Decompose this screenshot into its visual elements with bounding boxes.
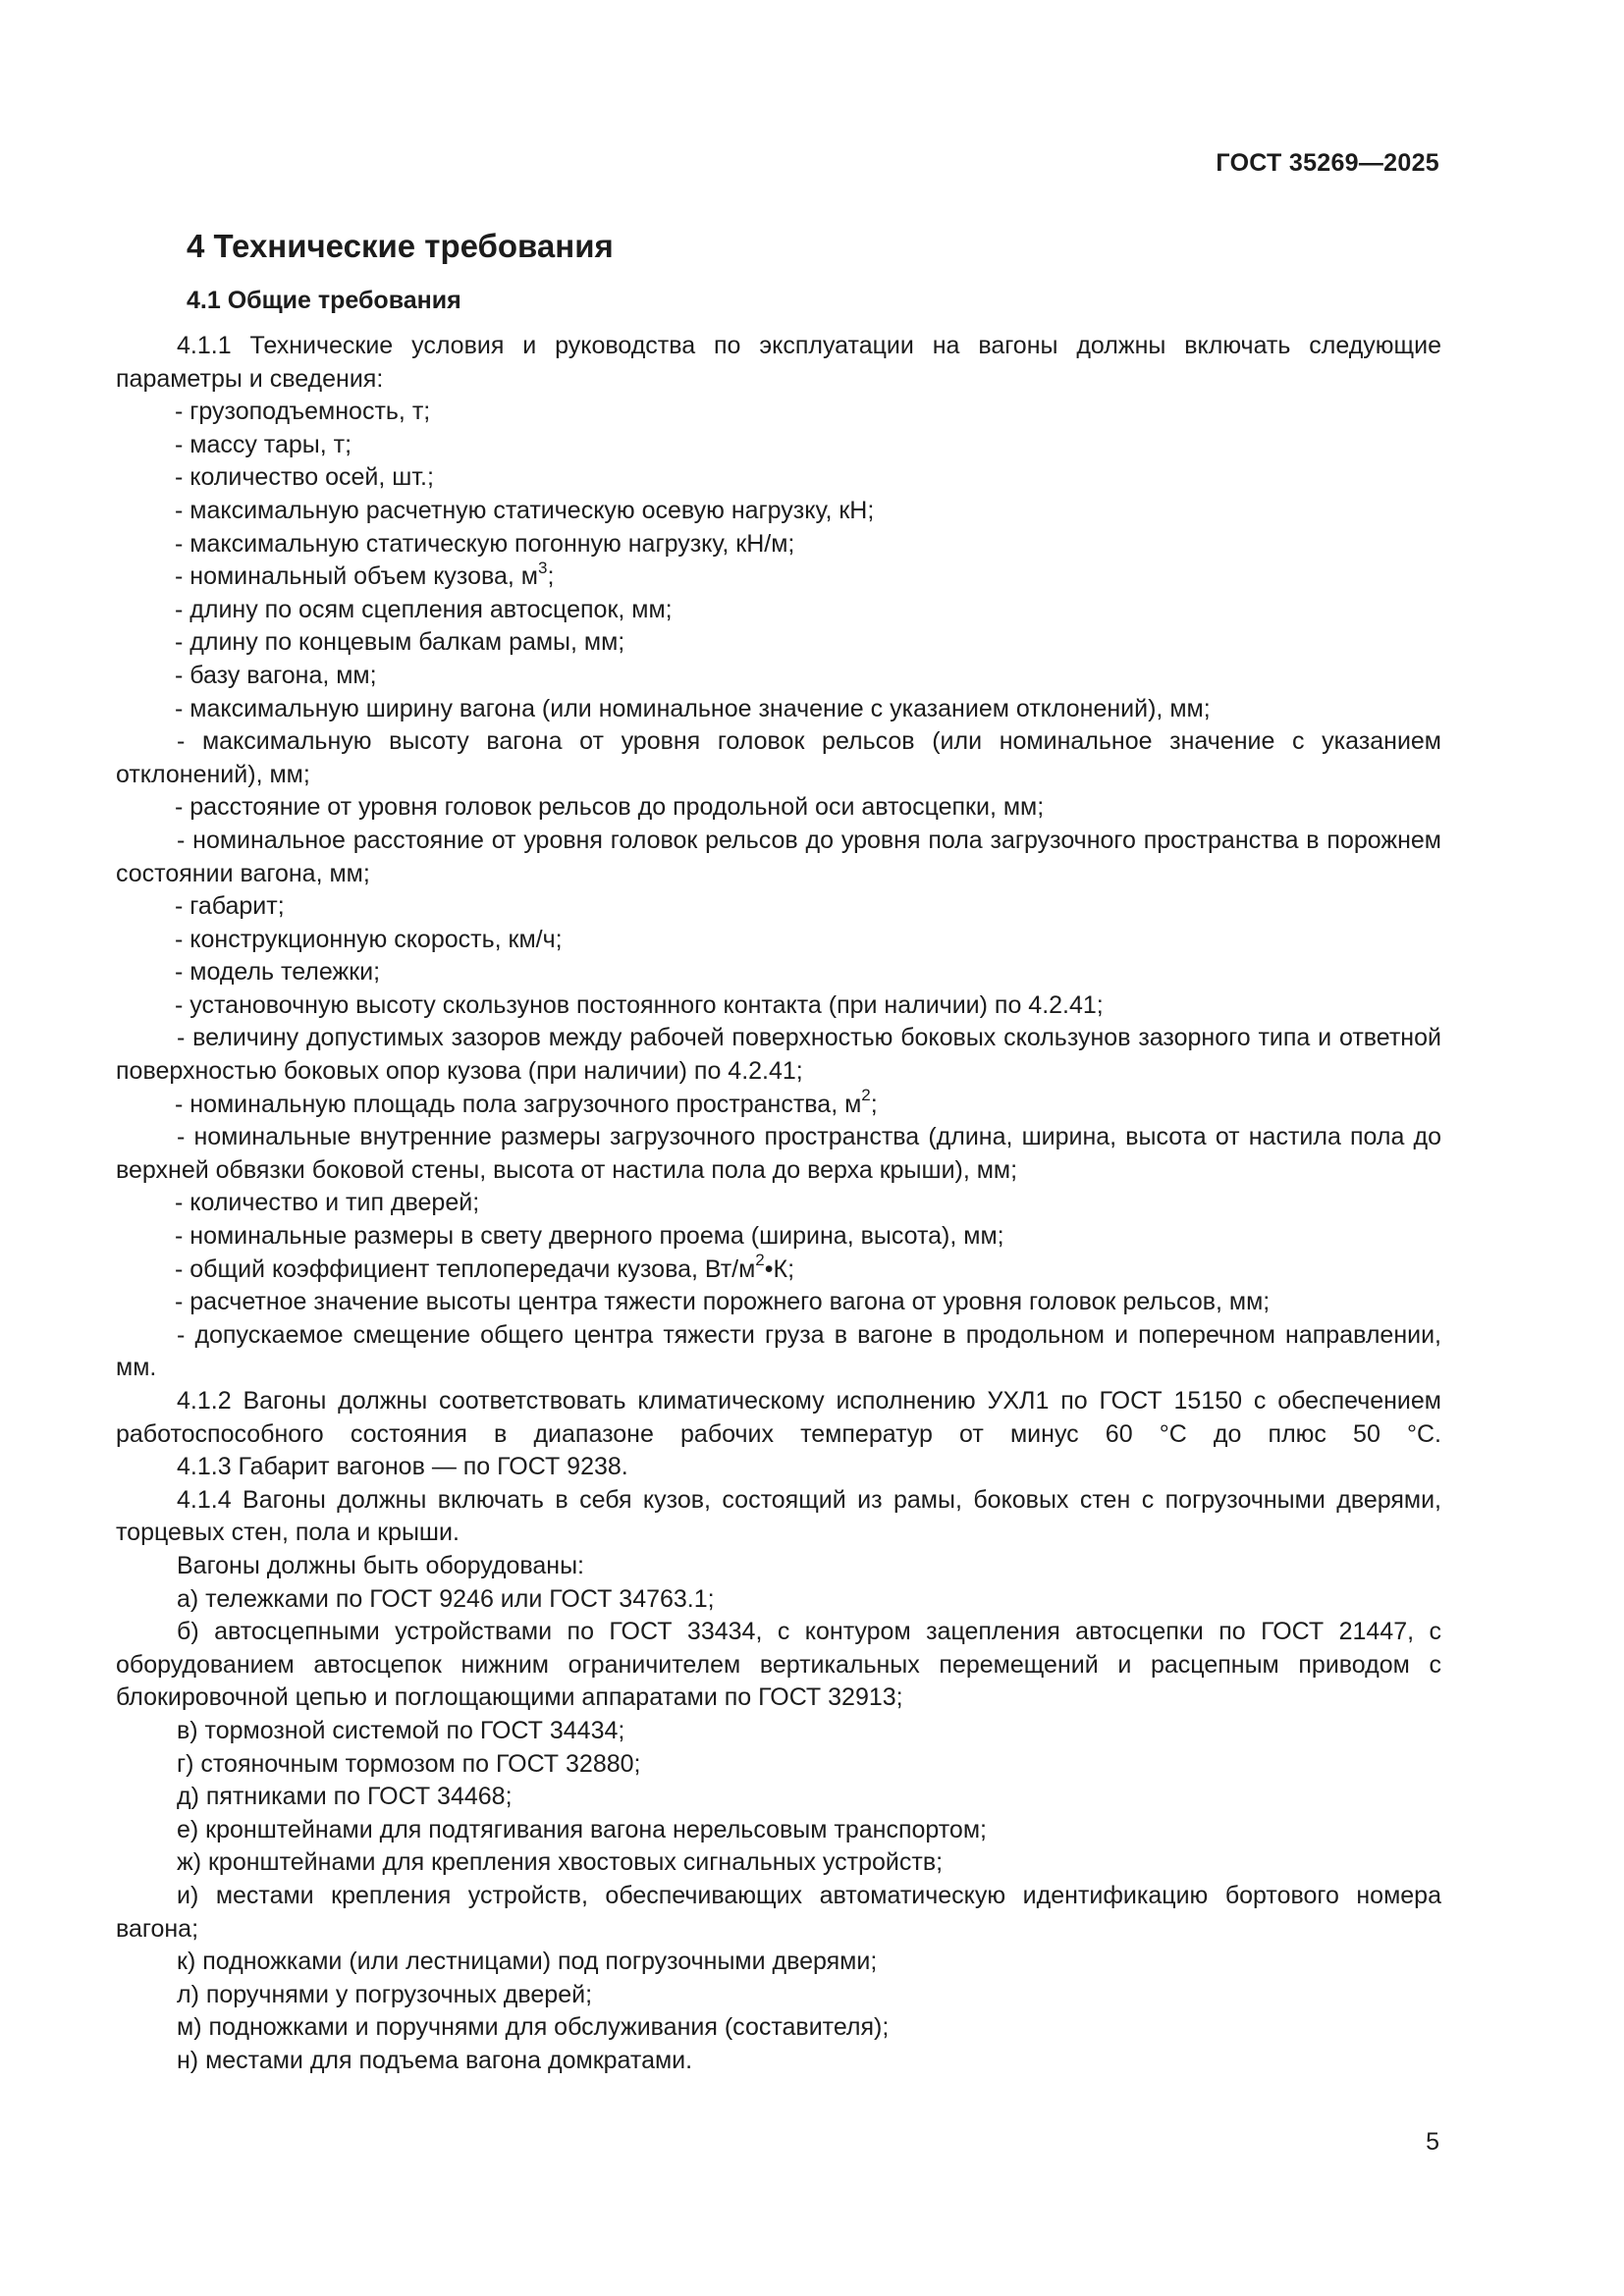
document-header-id: ГОСТ 35269—2025 [1216,149,1439,177]
page-number: 5 [1426,2128,1439,2156]
paragraph [116,725,1441,791]
paragraph [116,825,1441,890]
paragraph-text: г) стояночным тормозом по ГОСТ 32880; [177,1749,641,1778]
paragraph-text: - расстояние от уровня головок рельсов до продольной оси автосцепки, мм; [175,793,1045,822]
paragraph-text: - номинальную площадь пола загрузочного пространства, м [175,1090,862,1118]
paragraph-text: - длину по осям сцепления автосцепок, мм; [175,595,673,623]
paragraph [116,1781,1441,1814]
paragraph-text: - максимальную статическую погонную нагрузку, кН/м; [175,529,795,558]
list-item [116,1286,1441,1319]
paragraph [116,1814,1441,1847]
paragraph-text: Вагоны должны быть оборудованы: [177,1551,584,1579]
superscript: 2 [755,1251,765,1270]
paragraph-text: м) подножками и поручнями для обслуживания (составителя); [177,2013,890,2042]
list-item [116,429,1441,462]
paragraph [116,1616,1441,1715]
list-item [116,626,1441,660]
paragraph-text: - максимальную расчетную статическую осевую нагрузку, кН; [175,496,875,524]
paragraph-text: а) тележками по ГОСТ 9246 или ГОСТ 34763.1; [177,1584,715,1613]
paragraph [116,1880,1441,1946]
paragraph [116,1121,1441,1187]
paragraph-text: в) тормозной системой по ГОСТ 34434; [177,1716,625,1744]
list-item [116,791,1441,825]
list-item [116,461,1441,495]
paragraph-text: - максимальную ширину вагона (или номинальное значение с указанием отклонений), мм; [175,694,1211,722]
list-item [116,660,1441,693]
paragraph-text: - грузоподъемность, т; [175,398,431,426]
superscript: 3 [537,558,548,577]
superscript: 2 [861,1086,871,1105]
paragraph-text: - номинальные внутренние размеры загрузочного пространства (длина, ширина, высота от настила пола до верхней обвязки боковой стены, высота от настила пола до верха крыши), мм; [116,1123,1441,1184]
paragraph-text: - массу тары, т; [175,430,352,458]
paragraph-text: - модель тележки; [175,958,381,987]
paragraph [116,1979,1441,2012]
list-item [116,1220,1441,1254]
paragraph-text: - допускаемое смещение общего центра тяжести груза в вагоне в продольном и поперечном направлении, мм. [116,1320,1441,1382]
paragraph-text: - базу вагона, мм; [175,661,377,689]
list-item [116,495,1441,528]
body-text [116,330,1441,2077]
list-item [116,528,1441,561]
paragraph-text: л) поручнями у погрузочных дверей; [177,1980,593,2008]
paragraph-text: - количество осей, шт.; [175,463,434,492]
list-item [116,890,1441,924]
paragraph-tail: ; [547,562,555,591]
paragraph [116,1451,1441,1484]
paragraph [116,1846,1441,1880]
paragraph-text: - габарит; [175,892,285,921]
subsection-title: 4.1 Общие требования [187,287,461,314]
paragraph [116,1550,1441,1583]
paragraph-text: - длину по концевым балкам рамы, мм; [175,628,625,657]
list-item [116,594,1441,627]
list-item [116,989,1441,1023]
paragraph-text: б) автосцепными устройствами по ГОСТ 33434, с контуром зацепления автосцепки по ГОСТ 21447, с оборудованием автосцепок нижним ограничителем вертикальных перемещений и расцепным приводом с блокировочной цепью и поглощающими аппаратами по ГОСТ 32913; [116,1618,1441,1712]
paragraph-text: ж) кронштейнами для крепления хвостовых сигнальных устройств; [177,1848,944,1877]
paragraph-text: - максимальную высоту вагона от уровня головок рельсов (или номинальное значение с указанием отклонений), мм; [116,727,1441,788]
paragraph [116,1484,1441,1550]
list-item [116,1187,1441,1220]
list-item [116,1086,1441,1122]
list-item [116,693,1441,726]
paragraph [116,1385,1441,1451]
paragraph-text: - величину допустимых зазоров между рабочей поверхностью боковых скользунов зазорного типа и ответной поверхностью боковых опор кузова (при наличии) по 4.2.41; [116,1024,1441,1086]
paragraph [116,1715,1441,1748]
paragraph-text: и) местами крепления устройств, обеспечивающих автоматическую идентификацию бортового номера вагона; [116,1881,1441,1943]
paragraph-text: д) пятниками по ГОСТ 34468; [177,1783,513,1811]
paragraph-text: - номинальный объем кузова, м [175,562,538,591]
paragraph [116,1583,1441,1617]
paragraph [116,1946,1441,1979]
list-item [116,396,1441,429]
list-item [116,1251,1441,1287]
paragraph-text: - конструкционную скорость, км/ч; [175,925,563,953]
paragraph-text: 4.1.4 Вагоны должны включать в себя кузов, состоящий из рамы, боковых стен с погрузочными дверями, торцевых стен, пола и крыши. [116,1485,1441,1547]
paragraph-text: е) кронштейнами для подтягивания вагона нерельсовым транспортом; [177,1815,987,1843]
paragraph-text: 4.1.3 Габарит вагонов — по ГОСТ 9238. [177,1453,628,1481]
paragraph-text: - установочную высоту скользунов постоянного контакта (при наличии) по 4.2.41; [175,990,1104,1019]
paragraph [116,2011,1441,2045]
paragraph-text: - общий коэффициент теплопередачи кузова, Вт/м [175,1255,756,1283]
paragraph [116,1319,1441,1385]
paragraph-text: 4.1.2 Вагоны должны соответствовать климатическому исполнению УХЛ1 по ГОСТ 15150 с обеспечением работоспособного состояния в диапазоне рабочих температур от минус 60 °С до плюс 50 °С. [116,1387,1441,1448]
paragraph [116,2045,1441,2078]
list-item [116,558,1441,594]
list-item [116,924,1441,957]
paragraph-tail: •К; [764,1255,795,1283]
paragraph [116,1748,1441,1782]
paragraph-text: - количество и тип дверей; [175,1189,480,1217]
paragraph-text: к) подножками (или лестницами) под погрузочными дверями; [177,1948,878,1976]
paragraph [116,1022,1441,1088]
paragraph [116,330,1441,396]
section-title: 4 Технические требования [187,228,614,264]
paragraph-text: н) местами для подъема вагона домкратами. [177,2046,693,2074]
paragraph-text: - номинальное расстояние от уровня головок рельсов до уровня пола загрузочного пространства в порожнем состоянии вагона, мм; [116,826,1441,887]
paragraph-text: 4.1.1 Технические условия и руководства по эксплуатации на вагоны должны включать следующие параметры и сведения: [116,332,1441,393]
paragraph-text: - расчетное значение высоты центра тяжести порожнего вагона от уровня головок рельсов, мм; [175,1288,1271,1316]
list-item [116,956,1441,989]
paragraph-text: - номинальные размеры в свету дверного проема (ширина, высота), мм; [175,1222,1004,1251]
paragraph-tail: ; [870,1090,878,1118]
